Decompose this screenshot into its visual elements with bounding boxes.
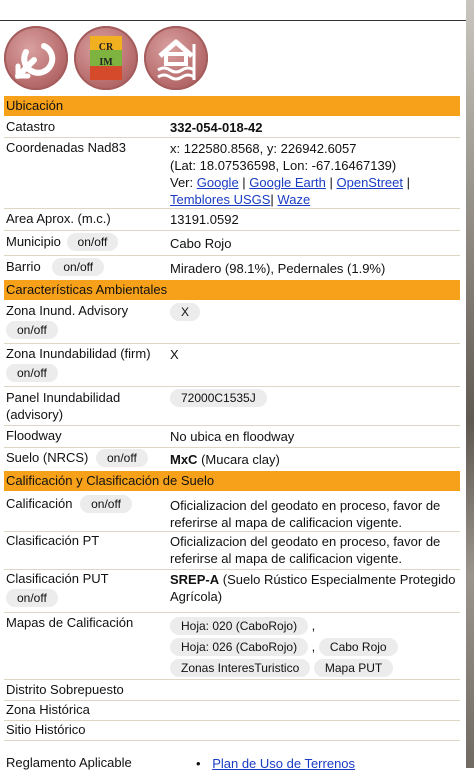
row-catastro bbox=[4, 119, 460, 139]
distrito-label: Distrito Sobrepuesto bbox=[6, 682, 124, 697]
svg-text:IM: IM bbox=[99, 57, 113, 68]
map-edge bbox=[466, 0, 474, 768]
crim-logo-icon[interactable] bbox=[74, 26, 138, 90]
suelo-value: MxC (Mucara clay) bbox=[170, 452, 280, 467]
row-zona-inund-advisory bbox=[4, 303, 460, 343]
zona-inund-label: Zona Inund. Advisory on/off bbox=[6, 303, 129, 337]
clasificacion-put-label: Clasificación PUT on/off bbox=[6, 571, 109, 605]
link-waze[interactable]: Waze bbox=[277, 192, 311, 207]
row-panel-inundabilidad bbox=[4, 389, 460, 425]
clasificacion-put-value: SREP-A (Suelo Rústico Especialmente Protegido Agrícola) bbox=[170, 572, 456, 604]
floodway-value: No ubica en floodway bbox=[170, 429, 295, 444]
row-clasificacion-put bbox=[4, 571, 460, 611]
catastro-value: 332-054-018-42 bbox=[170, 120, 263, 135]
section-ambientales: Características Ambientales bbox=[4, 280, 460, 300]
mapa-hoja-026[interactable]: Hoja: 026 (CaboRojo) bbox=[170, 638, 308, 656]
section-calificacion: Calificación y Clasificación de Suelo bbox=[4, 471, 460, 491]
coord-latlon: (Lat: 18.07536598, Lon: -67.16467139) bbox=[170, 158, 397, 173]
zona-inund-value bbox=[170, 303, 462, 321]
mapa-put[interactable]: Mapa PUT bbox=[314, 659, 393, 677]
barrio-value: Miradero (98.1%), Pedernales (1.9%) bbox=[170, 261, 386, 276]
suelo-toggle[interactable]: on/off bbox=[96, 449, 148, 467]
mapa-hoja-020[interactable]: Hoja: 020 (CaboRojo) bbox=[170, 617, 308, 635]
link-google[interactable]: Google bbox=[196, 175, 239, 190]
zona-inund-toggle[interactable]: on/off bbox=[6, 321, 58, 339]
link-plan-uso-terrenos[interactable]: Plan de Uso de Terrenos bbox=[212, 756, 356, 771]
municipio-toggle[interactable]: on/off bbox=[67, 233, 119, 251]
top-divider bbox=[0, 20, 466, 21]
clasificacion-pt-label: Clasificación PT bbox=[6, 533, 100, 548]
link-google-earth[interactable]: Google Earth bbox=[249, 175, 326, 190]
coord-xy: x: 122580.8568, y: 226942.6057 bbox=[170, 141, 357, 156]
calificacion-label: Calificación on/off bbox=[6, 495, 132, 513]
svg-text:CR: CR bbox=[98, 42, 114, 53]
row-coordenadas bbox=[4, 140, 460, 212]
zona-inundabilidad-label: Zona Inundabilidad (firm) on/off bbox=[6, 346, 151, 380]
area-value: 13191.0592 bbox=[170, 212, 239, 227]
row-zona-inundabilidad bbox=[4, 346, 460, 386]
municipio-value: Cabo Rojo bbox=[170, 236, 232, 251]
mapa-zonas-interes[interactable]: Zonas InteresTuristico bbox=[170, 659, 310, 677]
barrio-toggle[interactable]: on/off bbox=[52, 258, 104, 276]
row-floodway bbox=[4, 428, 460, 448]
zona-inund-pill[interactable]: X bbox=[170, 303, 200, 321]
suelo-label: Suelo (NRCS) on/off bbox=[6, 449, 148, 467]
row-sitio-historico bbox=[4, 722, 460, 740]
row-reglamento bbox=[4, 755, 460, 773]
section-ubicacion: Ubicación bbox=[4, 96, 460, 116]
mapa-cabo-rojo[interactable]: Cabo Rojo bbox=[319, 638, 398, 656]
row-clasificacion-pt bbox=[4, 533, 460, 569]
map-links: Ver: Google | Google Earth | OpenStreet | bbox=[170, 175, 410, 190]
ver-label: Ver: bbox=[170, 175, 194, 190]
row-zona-historica bbox=[4, 702, 460, 720]
floodway-label: Floodway bbox=[6, 428, 62, 443]
area-label: Area Aprox. (m.c.) bbox=[6, 211, 111, 226]
row-distrito bbox=[4, 682, 460, 700]
row-calificacion bbox=[4, 495, 460, 531]
zona-historica-label: Zona Histórica bbox=[6, 702, 90, 717]
mapas-value: Hoja: 020 (CaboRojo) , Hoja: 026 (CaboRojo) , Cabo Rojo Zonas InteresTuristico Mapa PUT bbox=[170, 615, 462, 678]
zona-inundabilidad-toggle[interactable]: on/off bbox=[6, 364, 58, 382]
calificacion-value: Oficializacion del geodato en proceso, favor de referirse al mapa de calificacion vigente. bbox=[170, 498, 441, 530]
reglamento-value bbox=[196, 755, 474, 772]
row-barrio bbox=[4, 258, 460, 280]
mapas-label: Mapas de Calificación bbox=[6, 615, 134, 630]
row-suelo bbox=[4, 449, 460, 471]
row-area bbox=[4, 211, 460, 231]
reglamento-label: Reglamento Aplicable bbox=[6, 755, 132, 770]
zona-inundabilidad-value: X bbox=[170, 347, 179, 362]
panel-value bbox=[170, 389, 462, 407]
calificacion-toggle[interactable]: on/off bbox=[80, 495, 132, 513]
flood-house-icon[interactable] bbox=[144, 26, 208, 90]
barrio-label: Barrio on/off bbox=[6, 258, 104, 276]
link-temblores-usgs[interactable]: Temblores USGS bbox=[170, 192, 271, 207]
clasificacion-put-toggle[interactable]: on/off bbox=[6, 589, 58, 607]
row-municipio bbox=[4, 233, 460, 255]
link-openstreet[interactable]: OpenStreet bbox=[336, 175, 403, 190]
coordenadas-label: Coordenadas Nad83 bbox=[6, 140, 126, 155]
row-mapas bbox=[4, 615, 460, 677]
bullet-icon: • bbox=[196, 756, 201, 771]
share-arrow-icon[interactable] bbox=[4, 26, 68, 90]
catastro-label: Catastro bbox=[6, 119, 56, 134]
panel-pill[interactable]: 72000C1535J bbox=[170, 389, 267, 407]
panel-label: Panel Inundabilidad (advisory) bbox=[6, 390, 121, 422]
clasificacion-pt-value: Oficializacion del geodato en proceso, favor de referirse al mapa de calificacion vigente. bbox=[170, 534, 441, 566]
coordenadas-value: x: 122580.8568, y: 226942.6057 (Lat: 18.07536598, Lon: -67.16467139) Ver: Google | Google Earth | OpenStreet | Temblores USGS| Waze bbox=[170, 140, 462, 208]
municipio-label: Municipio on/off bbox=[6, 233, 118, 251]
sitio-historico-label: Sitio Histórico bbox=[6, 722, 86, 737]
